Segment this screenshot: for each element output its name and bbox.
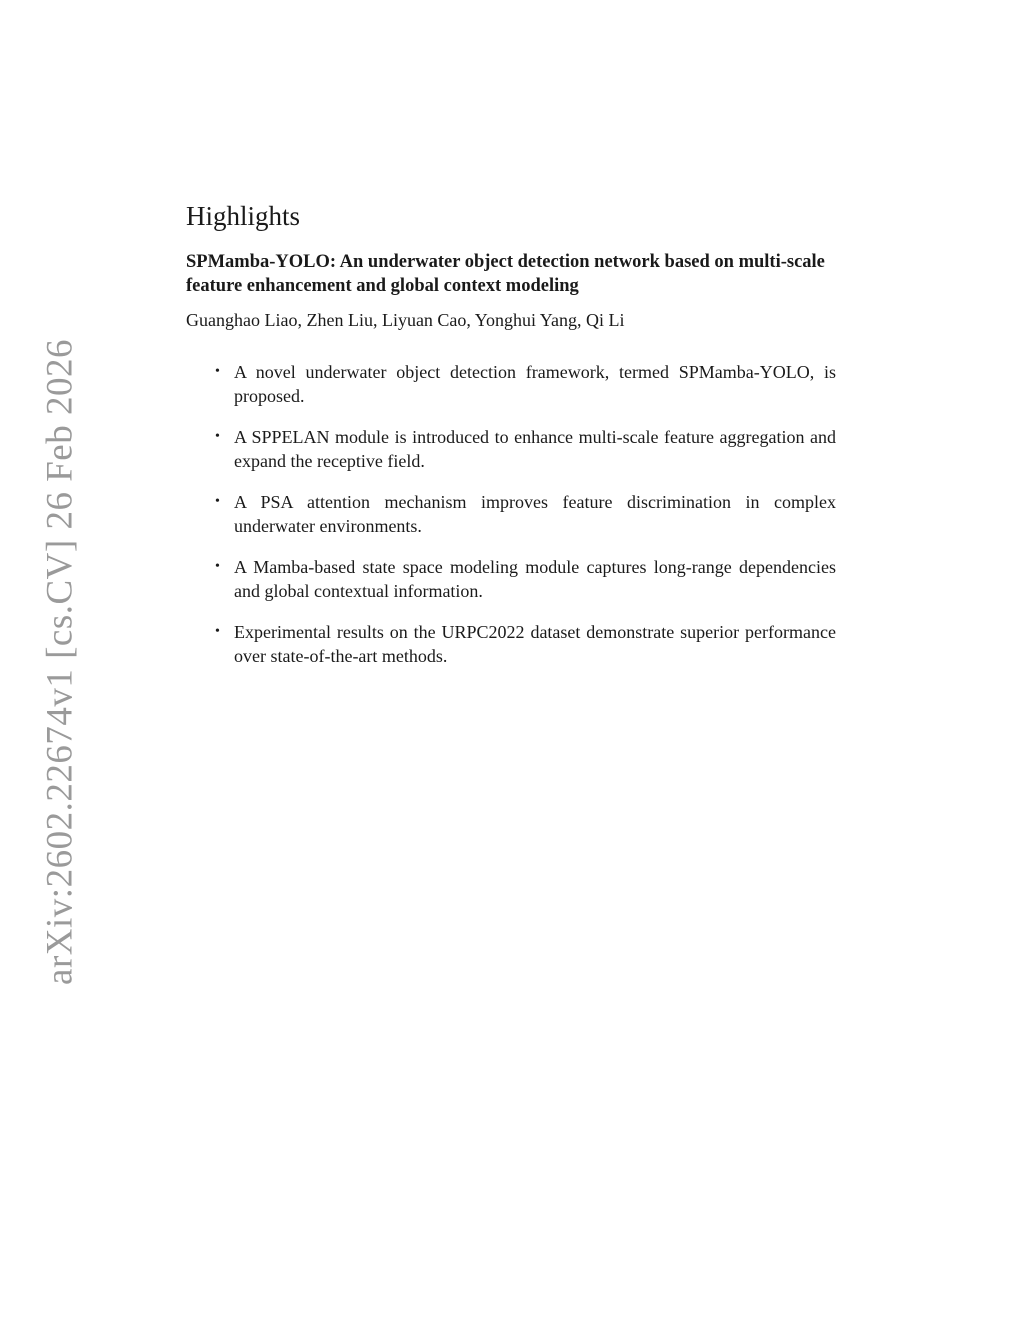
bullet-icon: • [215, 363, 220, 379]
highlight-text: A PSA attention mechanism improves feature discrimination in complex underwater environments. [234, 491, 836, 536]
highlights-list [186, 360, 836, 668]
highlight-text: Experimental results on the URPC2022 dataset demonstrate superior performance over state-of-the-art methods. [234, 621, 836, 666]
highlight-item [215, 620, 836, 668]
bullet-icon: • [215, 428, 220, 444]
bullet-icon: • [215, 558, 220, 574]
highlight-text: A Mamba-based state space modeling module captures long-range dependencies and global contextual information. [234, 556, 836, 601]
highlight-text: A novel underwater object detection framework, termed SPMamba-YOLO, is proposed. [234, 361, 836, 406]
highlight-item [215, 555, 836, 603]
bullet-icon: • [215, 623, 220, 639]
highlight-item [215, 360, 836, 408]
highlights-page [186, 200, 836, 685]
highlight-text: A SPPELAN module is introduced to enhance multi-scale feature aggregation and expand the receptive field. [234, 426, 836, 471]
author-list: Guanghao Liao, Zhen Liu, Liyuan Cao, Yonghui Yang, Qi Li [186, 310, 625, 331]
bullet-icon: • [215, 493, 220, 509]
highlight-item [215, 425, 836, 473]
section-heading: Highlights [186, 201, 301, 231]
highlight-item [215, 490, 836, 538]
arxiv-identifier-stamp: arXiv:2602.22674v1 [cs.CV] 26 Feb 2026 [39, 339, 81, 985]
paper-title: SPMamba-YOLO: An underwater object detection network based on multi-scale feature enhancement and global context modeling [186, 252, 825, 297]
